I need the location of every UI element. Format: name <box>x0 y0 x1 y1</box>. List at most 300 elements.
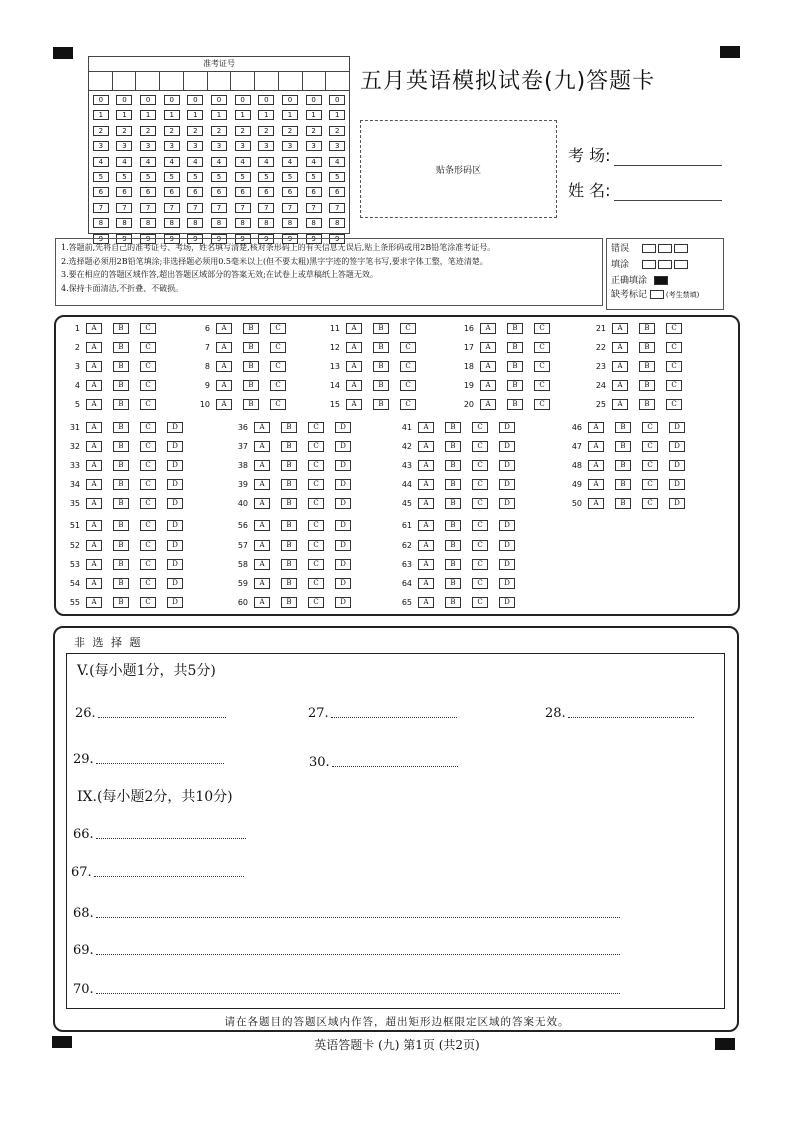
option-bubble[interactable]: A <box>418 498 434 509</box>
option-bubble[interactable]: B <box>445 540 461 551</box>
digit-bubble[interactable]: 2 <box>211 126 227 136</box>
option-bubble[interactable]: C <box>400 361 416 372</box>
option-bubble[interactable]: B <box>113 597 129 608</box>
option-bubble[interactable]: C <box>140 323 156 334</box>
digit-bubble[interactable]: 5 <box>164 172 180 182</box>
option-bubble[interactable]: C <box>642 498 658 509</box>
option-bubble[interactable]: A <box>612 380 628 391</box>
option-bubble[interactable]: D <box>499 597 515 608</box>
digit-bubble[interactable]: 7 <box>140 203 156 213</box>
digit-bubble[interactable]: 7 <box>211 203 227 213</box>
digit-bubble[interactable]: 7 <box>235 203 251 213</box>
option-bubble[interactable]: C <box>308 578 324 589</box>
option-bubble[interactable]: B <box>445 559 461 570</box>
digit-bubble[interactable]: 2 <box>140 126 156 136</box>
option-bubble[interactable]: A <box>254 498 270 509</box>
digit-bubble[interactable]: 3 <box>93 141 109 151</box>
option-bubble[interactable]: A <box>254 460 270 471</box>
option-bubble[interactable]: C <box>666 361 682 372</box>
option-bubble[interactable]: A <box>216 323 232 334</box>
digit-bubble[interactable]: 3 <box>306 141 322 151</box>
option-bubble[interactable]: B <box>639 399 655 410</box>
option-bubble[interactable]: C <box>472 597 488 608</box>
option-bubble[interactable]: C <box>140 361 156 372</box>
option-bubble[interactable]: C <box>308 460 324 471</box>
option-bubble[interactable]: B <box>113 441 129 452</box>
option-bubble[interactable]: C <box>140 597 156 608</box>
option-bubble[interactable]: B <box>281 441 297 452</box>
option-bubble[interactable]: B <box>639 380 655 391</box>
option-bubble[interactable]: A <box>612 342 628 353</box>
option-bubble[interactable]: A <box>346 399 362 410</box>
option-bubble[interactable]: B <box>113 460 129 471</box>
option-bubble[interactable]: C <box>534 380 550 391</box>
digit-bubble[interactable]: 2 <box>235 126 251 136</box>
option-bubble[interactable]: C <box>642 441 658 452</box>
option-bubble[interactable]: B <box>113 559 129 570</box>
digit-bubble[interactable]: 8 <box>164 218 180 228</box>
option-bubble[interactable]: B <box>507 342 523 353</box>
option-bubble[interactable]: A <box>216 380 232 391</box>
option-bubble[interactable]: A <box>86 380 102 391</box>
digit-bubble[interactable]: 9 <box>329 234 345 244</box>
digit-bubble[interactable]: 1 <box>164 110 180 120</box>
option-bubble[interactable]: B <box>615 422 631 433</box>
option-bubble[interactable]: D <box>167 460 183 471</box>
digit-bubble[interactable]: 9 <box>306 234 322 244</box>
option-bubble[interactable]: A <box>346 380 362 391</box>
digit-bubble[interactable]: 7 <box>306 203 322 213</box>
digit-bubble[interactable]: 9 <box>211 234 227 244</box>
option-bubble[interactable]: C <box>140 441 156 452</box>
option-bubble[interactable]: B <box>113 479 129 490</box>
digit-bubble[interactable]: 8 <box>93 218 109 228</box>
option-bubble[interactable]: D <box>335 460 351 471</box>
option-bubble[interactable]: A <box>254 540 270 551</box>
option-bubble[interactable]: A <box>86 441 102 452</box>
digit-bubble[interactable]: 8 <box>211 218 227 228</box>
option-bubble[interactable]: B <box>507 323 523 334</box>
option-bubble[interactable]: A <box>86 597 102 608</box>
option-bubble[interactable]: B <box>615 441 631 452</box>
option-bubble[interactable]: D <box>499 578 515 589</box>
option-bubble[interactable]: A <box>588 441 604 452</box>
digit-bubble[interactable]: 6 <box>306 187 322 197</box>
name-input[interactable] <box>614 186 722 201</box>
option-bubble[interactable]: C <box>270 399 286 410</box>
option-bubble[interactable]: A <box>588 460 604 471</box>
digit-bubble[interactable]: 8 <box>282 218 298 228</box>
answer-30[interactable]: 30. <box>309 755 458 770</box>
digit-bubble[interactable]: 1 <box>306 110 322 120</box>
option-bubble[interactable]: B <box>639 342 655 353</box>
digit-bubble[interactable]: 4 <box>93 157 109 167</box>
option-bubble[interactable]: A <box>86 520 102 531</box>
option-bubble[interactable]: C <box>270 323 286 334</box>
option-bubble[interactable]: D <box>669 422 685 433</box>
option-bubble[interactable]: C <box>140 342 156 353</box>
option-bubble[interactable]: D <box>167 441 183 452</box>
option-bubble[interactable]: B <box>113 399 129 410</box>
option-bubble[interactable]: A <box>86 422 102 433</box>
option-bubble[interactable]: B <box>507 361 523 372</box>
option-bubble[interactable]: A <box>418 540 434 551</box>
digit-bubble[interactable]: 4 <box>116 157 132 167</box>
digit-bubble[interactable]: 3 <box>140 141 156 151</box>
option-bubble[interactable]: B <box>281 422 297 433</box>
option-bubble[interactable]: A <box>254 422 270 433</box>
option-bubble[interactable]: C <box>472 422 488 433</box>
digit-bubble[interactable]: 5 <box>187 172 203 182</box>
option-bubble[interactable]: A <box>418 479 434 490</box>
option-bubble[interactable]: C <box>642 422 658 433</box>
digit-bubble[interactable]: 0 <box>329 95 345 105</box>
option-bubble[interactable]: B <box>113 361 129 372</box>
option-bubble[interactable]: C <box>534 342 550 353</box>
option-bubble[interactable]: C <box>666 342 682 353</box>
option-bubble[interactable]: D <box>335 441 351 452</box>
digit-bubble[interactable]: 4 <box>164 157 180 167</box>
option-bubble[interactable]: C <box>140 479 156 490</box>
digit-bubble[interactable]: 0 <box>306 95 322 105</box>
digit-bubble[interactable]: 2 <box>329 126 345 136</box>
digit-bubble[interactable]: 4 <box>329 157 345 167</box>
option-bubble[interactable]: B <box>281 479 297 490</box>
digit-bubble[interactable]: 9 <box>187 234 203 244</box>
digit-bubble[interactable]: 7 <box>116 203 132 213</box>
option-bubble[interactable]: A <box>86 399 102 410</box>
option-bubble[interactable]: D <box>669 460 685 471</box>
option-bubble[interactable]: D <box>499 540 515 551</box>
option-bubble[interactable]: B <box>615 479 631 490</box>
option-bubble[interactable]: A <box>480 323 496 334</box>
digit-bubble[interactable]: 6 <box>164 187 180 197</box>
digit-bubble[interactable]: 8 <box>187 218 203 228</box>
option-bubble[interactable]: C <box>666 323 682 334</box>
answer-69[interactable]: 69. <box>73 943 620 958</box>
digit-bubble[interactable]: 1 <box>282 110 298 120</box>
option-bubble[interactable]: B <box>281 498 297 509</box>
answer-28[interactable]: 28. <box>545 706 694 721</box>
option-bubble[interactable]: B <box>445 520 461 531</box>
answer-66[interactable]: 66. <box>73 827 246 842</box>
digit-bubble[interactable]: 8 <box>258 218 274 228</box>
digit-bubble[interactable]: 4 <box>235 157 251 167</box>
option-bubble[interactable]: D <box>167 520 183 531</box>
answer-67[interactable]: 67. <box>71 865 244 880</box>
option-bubble[interactable]: B <box>639 361 655 372</box>
option-bubble[interactable]: A <box>254 597 270 608</box>
digit-bubble[interactable]: 6 <box>258 187 274 197</box>
digit-bubble[interactable]: 2 <box>306 126 322 136</box>
digit-bubble[interactable]: 7 <box>187 203 203 213</box>
option-bubble[interactable]: C <box>140 422 156 433</box>
option-bubble[interactable]: B <box>113 520 129 531</box>
option-bubble[interactable]: D <box>499 559 515 570</box>
option-bubble[interactable]: C <box>140 520 156 531</box>
option-bubble[interactable]: B <box>281 460 297 471</box>
option-bubble[interactable]: B <box>639 323 655 334</box>
digit-bubble[interactable]: 1 <box>93 110 109 120</box>
digit-bubble[interactable]: 2 <box>93 126 109 136</box>
digit-bubble[interactable]: 5 <box>306 172 322 182</box>
digit-bubble[interactable]: 7 <box>93 203 109 213</box>
option-bubble[interactable]: B <box>113 323 129 334</box>
digit-bubble[interactable]: 0 <box>211 95 227 105</box>
option-bubble[interactable]: C <box>140 578 156 589</box>
option-bubble[interactable]: B <box>113 422 129 433</box>
option-bubble[interactable]: C <box>308 498 324 509</box>
option-bubble[interactable]: C <box>472 479 488 490</box>
option-bubble[interactable]: B <box>243 399 259 410</box>
option-bubble[interactable]: B <box>615 498 631 509</box>
option-bubble[interactable]: A <box>86 479 102 490</box>
option-bubble[interactable]: B <box>113 380 129 391</box>
digit-bubble[interactable]: 9 <box>93 234 109 244</box>
option-bubble[interactable]: C <box>308 540 324 551</box>
option-bubble[interactable]: A <box>254 578 270 589</box>
digit-bubble[interactable]: 2 <box>187 126 203 136</box>
option-bubble[interactable]: C <box>140 399 156 410</box>
option-bubble[interactable]: C <box>472 578 488 589</box>
digit-bubble[interactable]: 6 <box>187 187 203 197</box>
digit-bubble[interactable]: 0 <box>164 95 180 105</box>
option-bubble[interactable]: B <box>243 323 259 334</box>
option-bubble[interactable]: C <box>140 460 156 471</box>
option-bubble[interactable]: A <box>418 460 434 471</box>
option-bubble[interactable]: D <box>499 498 515 509</box>
answer-70[interactable]: 70. <box>73 982 620 997</box>
option-bubble[interactable]: D <box>499 441 515 452</box>
answer-27[interactable]: 27. <box>308 706 457 721</box>
option-bubble[interactable]: B <box>445 441 461 452</box>
option-bubble[interactable]: D <box>167 540 183 551</box>
option-bubble[interactable]: C <box>666 399 682 410</box>
digit-bubble[interactable]: 1 <box>235 110 251 120</box>
option-bubble[interactable]: D <box>499 520 515 531</box>
option-bubble[interactable]: C <box>472 441 488 452</box>
option-bubble[interactable]: D <box>335 597 351 608</box>
digit-bubble[interactable]: 4 <box>306 157 322 167</box>
option-bubble[interactable]: C <box>400 380 416 391</box>
option-bubble[interactable]: B <box>113 342 129 353</box>
digit-bubble[interactable]: 5 <box>211 172 227 182</box>
option-bubble[interactable]: B <box>113 578 129 589</box>
option-bubble[interactable]: B <box>373 399 389 410</box>
digit-bubble[interactable]: 6 <box>329 187 345 197</box>
option-bubble[interactable]: D <box>499 479 515 490</box>
option-bubble[interactable]: D <box>499 460 515 471</box>
option-bubble[interactable]: A <box>480 342 496 353</box>
option-bubble[interactable]: B <box>373 380 389 391</box>
option-bubble[interactable]: A <box>254 441 270 452</box>
digit-bubble[interactable]: 5 <box>258 172 274 182</box>
option-bubble[interactable]: B <box>113 498 129 509</box>
option-bubble[interactable]: C <box>140 540 156 551</box>
option-bubble[interactable]: C <box>534 399 550 410</box>
digit-bubble[interactable]: 6 <box>140 187 156 197</box>
digit-bubble[interactable]: 4 <box>258 157 274 167</box>
digit-bubble[interactable]: 3 <box>211 141 227 151</box>
option-bubble[interactable]: A <box>588 422 604 433</box>
option-bubble[interactable]: A <box>254 520 270 531</box>
digit-bubble[interactable]: 2 <box>164 126 180 136</box>
digit-bubble[interactable]: 9 <box>235 234 251 244</box>
option-bubble[interactable]: D <box>669 479 685 490</box>
digit-bubble[interactable]: 0 <box>93 95 109 105</box>
option-bubble[interactable]: A <box>346 361 362 372</box>
option-bubble[interactable]: B <box>243 342 259 353</box>
option-bubble[interactable]: D <box>335 578 351 589</box>
option-bubble[interactable]: B <box>281 520 297 531</box>
option-bubble[interactable]: A <box>418 597 434 608</box>
option-bubble[interactable]: D <box>167 498 183 509</box>
digit-bubble[interactable]: 6 <box>93 187 109 197</box>
option-bubble[interactable]: A <box>254 479 270 490</box>
option-bubble[interactable]: B <box>281 540 297 551</box>
option-bubble[interactable]: A <box>86 342 102 353</box>
option-bubble[interactable]: A <box>346 342 362 353</box>
option-bubble[interactable]: D <box>335 520 351 531</box>
digit-bubble[interactable]: 4 <box>282 157 298 167</box>
digit-bubble[interactable]: 0 <box>282 95 298 105</box>
option-bubble[interactable]: D <box>335 479 351 490</box>
option-bubble[interactable]: C <box>270 361 286 372</box>
option-bubble[interactable]: B <box>445 422 461 433</box>
digit-bubble[interactable]: 6 <box>282 187 298 197</box>
option-bubble[interactable]: B <box>113 540 129 551</box>
option-bubble[interactable]: B <box>445 460 461 471</box>
option-bubble[interactable]: B <box>373 361 389 372</box>
digit-bubble[interactable]: 0 <box>140 95 156 105</box>
option-bubble[interactable]: C <box>308 559 324 570</box>
digit-bubble[interactable]: 0 <box>116 95 132 105</box>
digit-bubble[interactable]: 4 <box>140 157 156 167</box>
option-bubble[interactable]: D <box>167 597 183 608</box>
option-bubble[interactable]: A <box>86 578 102 589</box>
digit-bubble[interactable]: 7 <box>164 203 180 213</box>
option-bubble[interactable]: B <box>445 597 461 608</box>
digit-bubble[interactable]: 9 <box>282 234 298 244</box>
option-bubble[interactable]: C <box>270 380 286 391</box>
digit-bubble[interactable]: 3 <box>116 141 132 151</box>
digit-bubble[interactable]: 3 <box>282 141 298 151</box>
option-bubble[interactable]: C <box>666 380 682 391</box>
digit-bubble[interactable]: 5 <box>116 172 132 182</box>
option-bubble[interactable]: A <box>418 441 434 452</box>
option-bubble[interactable]: C <box>472 498 488 509</box>
option-bubble[interactable]: D <box>499 422 515 433</box>
digit-bubble[interactable]: 6 <box>235 187 251 197</box>
option-bubble[interactable]: B <box>445 578 461 589</box>
option-bubble[interactable]: C <box>400 323 416 334</box>
option-bubble[interactable]: B <box>373 342 389 353</box>
option-bubble[interactable]: C <box>534 323 550 334</box>
option-bubble[interactable]: B <box>373 323 389 334</box>
option-bubble[interactable]: A <box>216 399 232 410</box>
digit-bubble[interactable]: 5 <box>140 172 156 182</box>
option-bubble[interactable]: A <box>418 520 434 531</box>
option-bubble[interactable]: B <box>281 578 297 589</box>
answer-26[interactable]: 26. <box>75 706 226 721</box>
digit-bubble[interactable]: 4 <box>187 157 203 167</box>
option-bubble[interactable]: C <box>472 460 488 471</box>
answer-29[interactable]: 29. <box>73 752 224 767</box>
digit-bubble[interactable]: 2 <box>116 126 132 136</box>
option-bubble[interactable]: A <box>480 399 496 410</box>
option-bubble[interactable]: A <box>480 361 496 372</box>
option-bubble[interactable]: C <box>472 540 488 551</box>
option-bubble[interactable]: A <box>346 323 362 334</box>
option-bubble[interactable]: A <box>612 399 628 410</box>
answer-68[interactable]: 68. <box>73 906 620 921</box>
digit-bubble[interactable]: 2 <box>282 126 298 136</box>
option-bubble[interactable]: A <box>418 559 434 570</box>
option-bubble[interactable]: B <box>281 559 297 570</box>
digit-bubble[interactable]: 6 <box>116 187 132 197</box>
digit-bubble[interactable]: 9 <box>258 234 274 244</box>
digit-bubble[interactable]: 0 <box>187 95 203 105</box>
digit-bubble[interactable]: 9 <box>140 234 156 244</box>
digit-bubble[interactable]: 1 <box>187 110 203 120</box>
option-bubble[interactable]: D <box>669 498 685 509</box>
option-bubble[interactable]: C <box>308 422 324 433</box>
option-bubble[interactable]: B <box>507 380 523 391</box>
option-bubble[interactable]: C <box>642 460 658 471</box>
option-bubble[interactable]: A <box>588 498 604 509</box>
option-bubble[interactable]: A <box>86 498 102 509</box>
digit-bubble[interactable]: 8 <box>306 218 322 228</box>
option-bubble[interactable]: D <box>167 559 183 570</box>
option-bubble[interactable]: D <box>335 559 351 570</box>
option-bubble[interactable]: D <box>335 498 351 509</box>
digit-bubble[interactable]: 8 <box>140 218 156 228</box>
digit-bubble[interactable]: 1 <box>116 110 132 120</box>
digit-bubble[interactable]: 8 <box>235 218 251 228</box>
option-bubble[interactable]: C <box>472 559 488 570</box>
option-bubble[interactable]: A <box>86 460 102 471</box>
digit-bubble[interactable]: 9 <box>116 234 132 244</box>
option-bubble[interactable]: B <box>615 460 631 471</box>
option-bubble[interactable]: A <box>216 342 232 353</box>
digit-bubble[interactable]: 1 <box>329 110 345 120</box>
digit-bubble[interactable]: 5 <box>93 172 109 182</box>
option-bubble[interactable]: C <box>270 342 286 353</box>
digit-bubble[interactable]: 5 <box>329 172 345 182</box>
option-bubble[interactable]: C <box>400 399 416 410</box>
option-bubble[interactable]: A <box>588 479 604 490</box>
option-bubble[interactable]: C <box>140 559 156 570</box>
digit-bubble[interactable]: 1 <box>211 110 227 120</box>
option-bubble[interactable]: C <box>308 441 324 452</box>
absent-mark-box[interactable] <box>650 290 664 299</box>
digit-bubble[interactable]: 3 <box>235 141 251 151</box>
digit-bubble[interactable]: 3 <box>258 141 274 151</box>
option-bubble[interactable]: C <box>642 479 658 490</box>
option-bubble[interactable]: A <box>612 361 628 372</box>
option-bubble[interactable]: C <box>308 520 324 531</box>
digit-bubble[interactable]: 8 <box>329 218 345 228</box>
option-bubble[interactable]: D <box>335 540 351 551</box>
option-bubble[interactable]: A <box>86 361 102 372</box>
venue-input[interactable] <box>614 151 722 166</box>
option-bubble[interactable]: A <box>480 380 496 391</box>
digit-bubble[interactable]: 9 <box>164 234 180 244</box>
option-bubble[interactable]: B <box>281 597 297 608</box>
option-bubble[interactable]: A <box>612 323 628 334</box>
option-bubble[interactable]: B <box>507 399 523 410</box>
option-bubble[interactable]: C <box>400 342 416 353</box>
